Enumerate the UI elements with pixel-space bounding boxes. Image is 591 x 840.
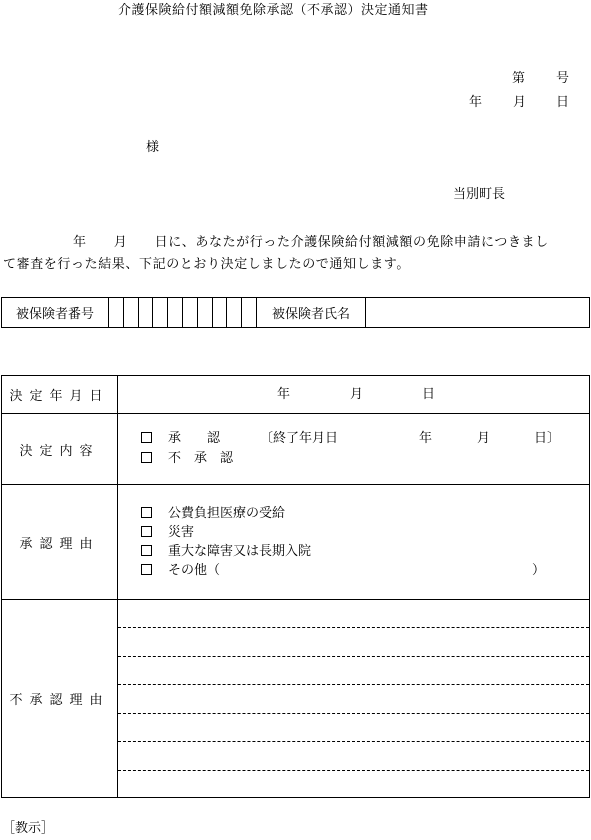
rejection-reason-label: 不承認理由 <box>2 600 118 797</box>
reason-checkbox-hospital[interactable] <box>141 545 152 558</box>
decision-date-day: 日 <box>422 387 436 402</box>
ruled-line <box>118 684 589 685</box>
issuer-name: 当別町長 <box>453 187 506 202</box>
body-line-2: て審査を行った結果、下記のとおり決定しましたので通知します。 <box>3 257 410 272</box>
approval-reason-label: 承認理由 <box>2 485 118 599</box>
insured-name-field[interactable] <box>366 298 589 327</box>
reject-checkbox[interactable] <box>141 452 152 465</box>
insured-number-cell[interactable] <box>124 298 139 327</box>
page-title: 介護保険給付額減額免除承認（不承認）決定通知書 <box>118 3 429 18</box>
reason-other: その他（ <box>168 563 221 578</box>
body-line-1: 年 月 日に、あなたが行った介護保険給付額減額の免除申請につきまし <box>73 235 549 250</box>
ruled-line <box>118 656 589 657</box>
approve-label: 承 認 <box>168 431 221 446</box>
issue-date-day: 日 <box>556 95 570 110</box>
ruled-line <box>118 713 589 714</box>
issue-date-month: 月 <box>513 95 527 110</box>
reason-checkbox-medical[interactable] <box>141 507 152 520</box>
approval-reason-row <box>2 485 589 600</box>
insured-number-cell[interactable] <box>139 298 154 327</box>
decision-content-label: 決定内容 <box>2 414 118 484</box>
reason-medical: 公費負担医療の受給 <box>168 506 286 521</box>
reject-label: 不 承 認 <box>168 451 234 466</box>
decision-date-month: 月 <box>350 387 364 402</box>
ruled-line <box>118 627 589 628</box>
approve-checkbox[interactable] <box>141 432 152 445</box>
insured-number-cell[interactable] <box>183 298 198 327</box>
reason-disaster: 災害 <box>168 525 195 540</box>
insured-number-cell[interactable] <box>153 298 168 327</box>
instruction-heading: ［教示］ <box>2 821 55 836</box>
end-date-month: 月 <box>477 431 491 446</box>
issue-date-year: 年 <box>469 95 483 110</box>
ruled-line <box>118 741 589 742</box>
end-date-label: 〔終了年月日 <box>260 431 339 446</box>
decision-table <box>1 375 590 798</box>
insured-number-cell[interactable] <box>242 298 257 327</box>
ruled-line <box>118 770 589 771</box>
rejection-reason-row <box>2 600 589 797</box>
decision-date-row <box>2 376 589 414</box>
decision-date-label: 決定年月日 <box>2 376 118 413</box>
decision-content-row <box>2 414 589 485</box>
insured-info-table <box>1 297 590 328</box>
end-date-year: 年 <box>419 431 433 446</box>
decision-date-year: 年 <box>277 387 291 402</box>
insured-number-cell[interactable] <box>198 298 213 327</box>
insured-number-cell[interactable] <box>227 298 242 327</box>
insured-number-cell[interactable] <box>109 298 124 327</box>
insured-number-cell[interactable] <box>213 298 228 327</box>
rejection-reason-field[interactable] <box>118 600 589 797</box>
insured-number-cells[interactable] <box>109 298 257 327</box>
insured-name-label: 被保険者氏名 <box>257 298 366 327</box>
reason-hospital: 重大な障害又は長期入院 <box>168 544 312 559</box>
doc-number-dai: 第 <box>512 71 526 86</box>
addressee-sama: 様 <box>146 140 160 155</box>
end-date-day: 日〕 <box>534 431 561 446</box>
reason-other-close: ） <box>532 563 546 578</box>
reason-checkbox-other[interactable] <box>141 564 152 577</box>
reason-checkbox-disaster[interactable] <box>141 526 152 539</box>
insured-number-cell[interactable] <box>168 298 183 327</box>
doc-number-go: 号 <box>556 71 570 86</box>
decision-date-field[interactable] <box>118 376 589 413</box>
insured-number-label: 被保険者番号 <box>2 298 109 327</box>
